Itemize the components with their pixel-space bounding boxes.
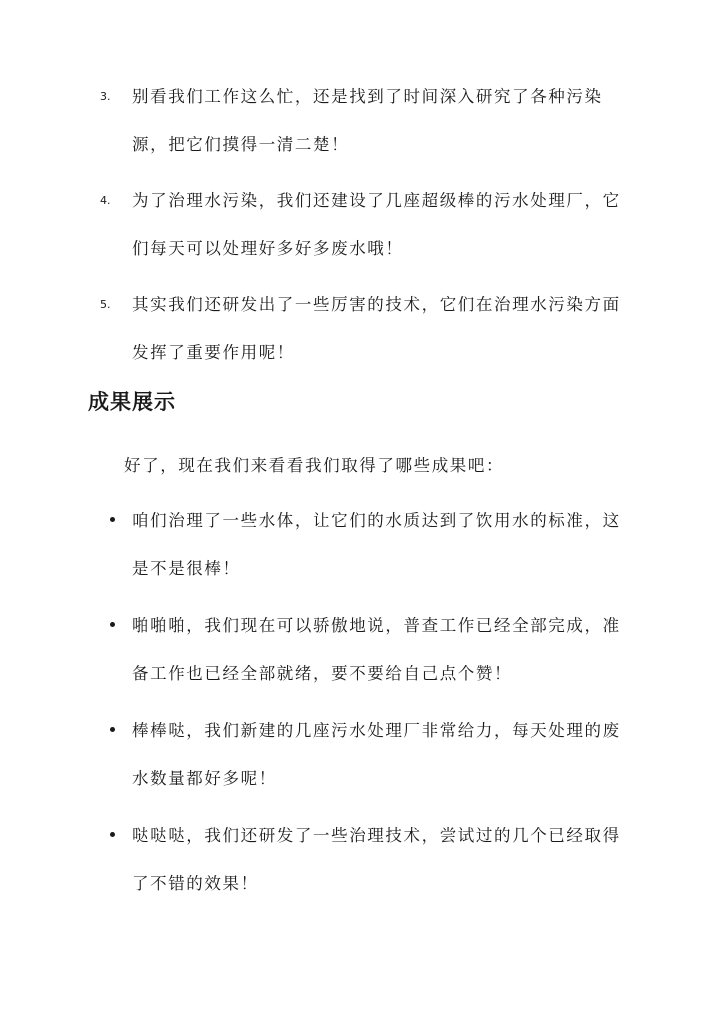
bullet-icon [110, 622, 115, 627]
section-intro: 好了，现在我们来看看我们取得了哪些成果吧： [124, 456, 505, 475]
list-number: 4. [100, 194, 111, 207]
list-item-text: 咱们治理了一些水体，让它们的水质达到了饮用水的标准，这是不是很棒！ [132, 511, 621, 578]
list-number: 3. [100, 90, 111, 103]
list-item-text: 为了治理水污染，我们还建设了几座超级棒的污水处理厂，它们每天可以处理好多好多废水哦！ [132, 191, 621, 258]
list-item [0, 281, 720, 377]
bullet-icon [110, 832, 115, 837]
list-item-text: 棒棒哒，我们新建的几座污水处理厂非常给力，每天处理的废水数量都好多呢！ [132, 721, 621, 788]
list-item-text: 其实我们还研发出了一些厉害的技术，它们在治理水污染方面发挥了重要作用呢！ [132, 295, 621, 362]
list-item [0, 602, 720, 698]
list-item [0, 497, 720, 593]
list-item [0, 707, 720, 803]
section-heading: 成果展示 [88, 390, 176, 414]
bullet-icon [110, 517, 115, 522]
numbered-list [0, 73, 720, 385]
list-item-text: 别看我们工作这么忙，还是找到了时间深入研究了各种污染源，把它们摸得一清二楚！ [132, 87, 603, 154]
list-number: 5. [100, 298, 111, 311]
list-item [0, 73, 720, 169]
list-item-text: 哒哒哒，我们还研发了一些治理技术，尝试过的几个已经取得了不错的效果！ [132, 826, 621, 893]
list-item [0, 177, 720, 273]
bullet-list [0, 497, 720, 917]
bullet-icon [110, 727, 115, 732]
list-item-text: 啪啪啪，我们现在可以骄傲地说，普查工作已经全部完成，准备工作也已经全部就绪，要不要给自己点个赞！ [132, 616, 621, 683]
list-item [0, 812, 720, 908]
